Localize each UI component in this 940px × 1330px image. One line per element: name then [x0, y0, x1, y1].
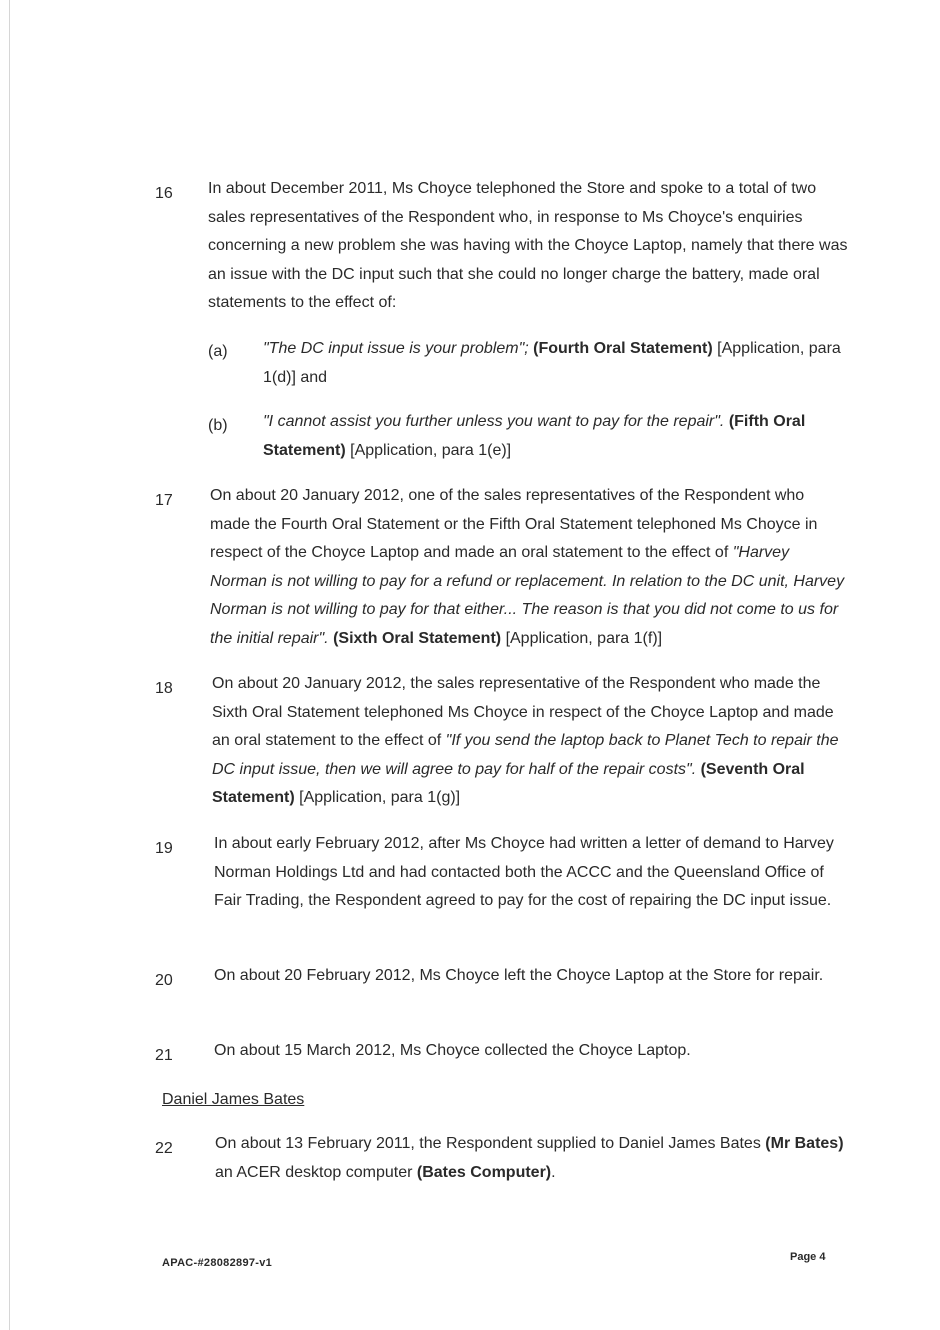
body-text: . [551, 1163, 556, 1181]
body-text: On about 20 January 2012, the sales representative of the Respondent who made the Sixth Oral Statement telephoned Ms Choyce in respect of the Choyce Laptop and made an oral statement to the effect of [212, 675, 834, 749]
paragraph-text: On about 15 March 2012, Ms Choyce collected the Choyce Laptop. [214, 1042, 691, 1059]
subparagraph-label: (b) [208, 417, 228, 434]
defined-term: (Sixth Oral Statement) [333, 629, 502, 647]
paragraph-number: 22 [155, 1140, 173, 1157]
paragraph-number: 19 [155, 840, 173, 857]
subparagraph-label: (a) [208, 343, 228, 360]
quote-text: "I cannot assist you further unless you want to pay for the repair". [263, 413, 725, 430]
paragraph-text [212, 670, 848, 813]
paragraph-number: 16 [155, 185, 173, 202]
body-text: an ACER desktop computer [215, 1163, 413, 1181]
paragraph-number: 21 [155, 1047, 173, 1064]
defined-term: (Bates Computer) [416, 1163, 552, 1181]
reference-text: [Application, para 1(d)] and [263, 340, 841, 386]
body-text: On about 20 January 2012, one of the sales representatives of the Respondent who made the Fourth Oral Statement or the Fifth Oral Statement telephoned Ms Choyce in respect of the Choyce Laptop and made an oral statement to the effect of [210, 487, 818, 561]
paragraph-text: In about December 2011, Ms Choyce telephoned the Store and spoke to a total of two sales representatives of the Respondent who, in response to Ms Choyce's enquiries concerning a new problem she was having with the Choyce Laptop, namely that there was an issue with the DC input such that she could no longer charge the battery, made oral statements to the effect of: [208, 180, 848, 311]
document-id: APAC-#28082897-v1 [162, 1257, 273, 1269]
scan-edge-line [9, 0, 10, 1330]
paragraph-text [215, 1130, 848, 1187]
paragraph-number: 20 [155, 972, 173, 989]
body-text: On about 13 February 2011, the Respondent supplied to Daniel James Bates [215, 1135, 761, 1152]
subparagraph-text [263, 408, 843, 465]
quote-text: "If you send the laptop back to Planet Tech to repair the DC input issue, then we will agree to pay for half of the repair costs". [212, 732, 839, 778]
subparagraph-text [263, 335, 843, 392]
page-number: Page 4 [790, 1251, 826, 1263]
paragraph-text: On about 20 February 2012, Ms Choyce left the Choyce Laptop at the Store for repair. [214, 967, 824, 984]
defined-term: (Fifth Oral Statement) [263, 413, 806, 459]
defined-term: (Seventh Oral Statement) [212, 760, 805, 806]
defined-term: (Mr Bates) [765, 1135, 844, 1152]
reference-text: [Application, para 1(g)] [299, 789, 461, 806]
paragraph-number: 17 [155, 492, 173, 509]
paragraph-text: In about early February 2012, after Ms Choyce had written a letter of demand to Harvey Norman Holdings Ltd and had contacted both the ACCC and the Queensland Office of Fair Trading, the Respondent agreed to pay for the cost of repairing the DC input issue. [214, 835, 834, 909]
paragraph-text [210, 482, 848, 653]
quote-text: "The DC input issue is your problem"; [263, 340, 529, 357]
defined-term: (Fourth Oral Statement) [533, 340, 713, 357]
quote-text: "Harvey Norman is not willing to pay for a refund or replacement. In relation to the DC unit, Harvey Norman is not willing to pay for that either... The reason is that you did not come to us for the initial repair". [210, 544, 845, 647]
reference-text: [Application, para 1(e)] [350, 441, 512, 459]
paragraph-number: 18 [155, 680, 173, 697]
section-heading: Daniel James Bates [162, 1091, 305, 1108]
reference-text: [Application, para 1(f)] [505, 629, 663, 647]
